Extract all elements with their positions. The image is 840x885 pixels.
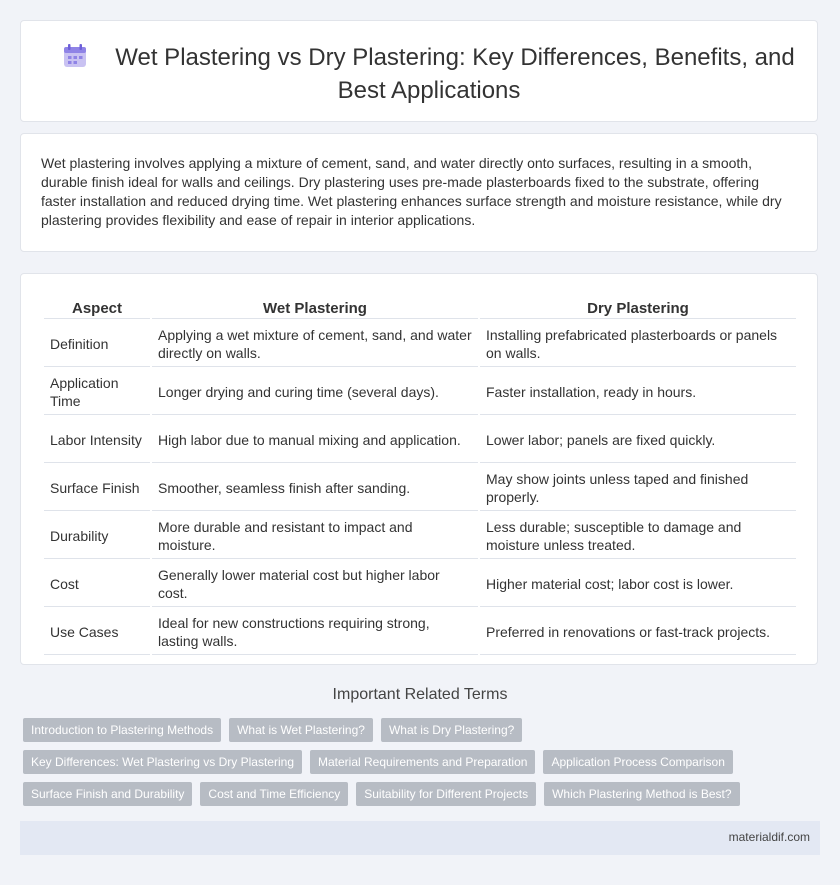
table-header-row bbox=[44, 298, 796, 319]
table-row bbox=[44, 369, 796, 415]
table-row bbox=[44, 513, 796, 559]
tag-application-process-comparison[interactable]: Application Process Comparison bbox=[543, 750, 732, 774]
dry-cell: Lower labor; panels are fixed quickly. bbox=[480, 417, 796, 463]
title-wrap bbox=[61, 43, 797, 106]
aspect-cell: Cost bbox=[44, 561, 150, 607]
comparison-table bbox=[42, 296, 798, 657]
related-terms-tags bbox=[23, 718, 803, 806]
dry-cell: Preferred in renovations or fast-track projects. bbox=[480, 609, 796, 655]
table-row bbox=[44, 465, 796, 511]
table-row bbox=[44, 321, 796, 367]
tag-introduction-to-plastering-methods[interactable]: Introduction to Plastering Methods bbox=[23, 718, 221, 742]
dry-cell: May show joints unless taped and finished properly. bbox=[480, 465, 796, 511]
table-row bbox=[44, 609, 796, 655]
wet-cell: Longer drying and curing time (several days). bbox=[152, 369, 478, 415]
wet-cell: Generally lower material cost but higher labor cost. bbox=[152, 561, 478, 607]
tag-material-requirements[interactable]: Material Requirements and Preparation bbox=[310, 750, 535, 774]
tag-what-is-dry-plastering[interactable]: What is Dry Plastering? bbox=[381, 718, 522, 742]
dry-cell: Installing prefabricated plasterboards or panels on walls. bbox=[480, 321, 796, 367]
table-row bbox=[44, 417, 796, 463]
aspect-cell: Durability bbox=[44, 513, 150, 559]
tag-what-is-wet-plastering[interactable]: What is Wet Plastering? bbox=[229, 718, 373, 742]
tag-suitability-projects[interactable]: Suitability for Different Projects bbox=[356, 782, 536, 806]
aspect-cell: Surface Finish bbox=[44, 465, 150, 511]
tag-surface-finish-durability[interactable]: Surface Finish and Durability bbox=[23, 782, 192, 806]
wet-cell: Ideal for new constructions requiring strong, lasting walls. bbox=[152, 609, 478, 655]
dry-cell: Higher material cost; labor cost is lower. bbox=[480, 561, 796, 607]
wet-cell: Applying a wet mixture of cement, sand, and water directly on walls. bbox=[152, 321, 478, 367]
header-aspect: Aspect bbox=[44, 298, 150, 319]
tag-which-method-best[interactable]: Which Plastering Method is Best? bbox=[544, 782, 739, 806]
calendar-icon bbox=[63, 44, 89, 76]
dry-cell: Less durable; susceptible to damage and moisture unless treated. bbox=[480, 513, 796, 559]
aspect-cell: Use Cases bbox=[44, 609, 150, 655]
page-title bbox=[61, 43, 797, 106]
wet-cell: High labor due to manual mixing and application. bbox=[152, 417, 478, 463]
header-dry-plastering: Dry Plastering bbox=[480, 298, 796, 319]
table-row bbox=[44, 561, 796, 607]
footer-site-link[interactable]: materialdif.com bbox=[728, 830, 810, 844]
intro-paragraph: Wet plastering involves applying a mixture of cement, sand, and water directly onto surfaces, resulting in a smooth, durable finish ideal for walls and ceilings. Dry plastering uses pre-made plasterboards fixed to the substrate, offering faster installation and reduced drying time. Wet plastering enhances surface strength and moisture resistance, while dry plastering provides flexibility and ease of repair in interior applications. bbox=[41, 155, 782, 228]
wet-cell: Smoother, seamless finish after sanding. bbox=[152, 465, 478, 511]
intro-card bbox=[20, 133, 818, 252]
tag-key-differences[interactable]: Key Differences: Wet Plastering vs Dry Plastering bbox=[23, 750, 302, 774]
page-title-text: Wet Plastering vs Dry Plastering: Key Differences, Benefits, and Best Applications bbox=[115, 44, 795, 104]
footer bbox=[20, 821, 820, 855]
header-wet-plastering: Wet Plastering bbox=[152, 298, 478, 319]
aspect-cell: Definition bbox=[44, 321, 150, 367]
comparison-card bbox=[20, 273, 818, 665]
aspect-cell: Application Time bbox=[44, 369, 150, 415]
header-card bbox=[20, 20, 818, 122]
aspect-cell: Labor Intensity bbox=[44, 417, 150, 463]
related-terms-title: Important Related Terms bbox=[332, 686, 508, 703]
tag-cost-time-efficiency[interactable]: Cost and Time Efficiency bbox=[200, 782, 348, 806]
wet-cell: More durable and resistant to impact and moisture. bbox=[152, 513, 478, 559]
dry-cell: Faster installation, ready in hours. bbox=[480, 369, 796, 415]
